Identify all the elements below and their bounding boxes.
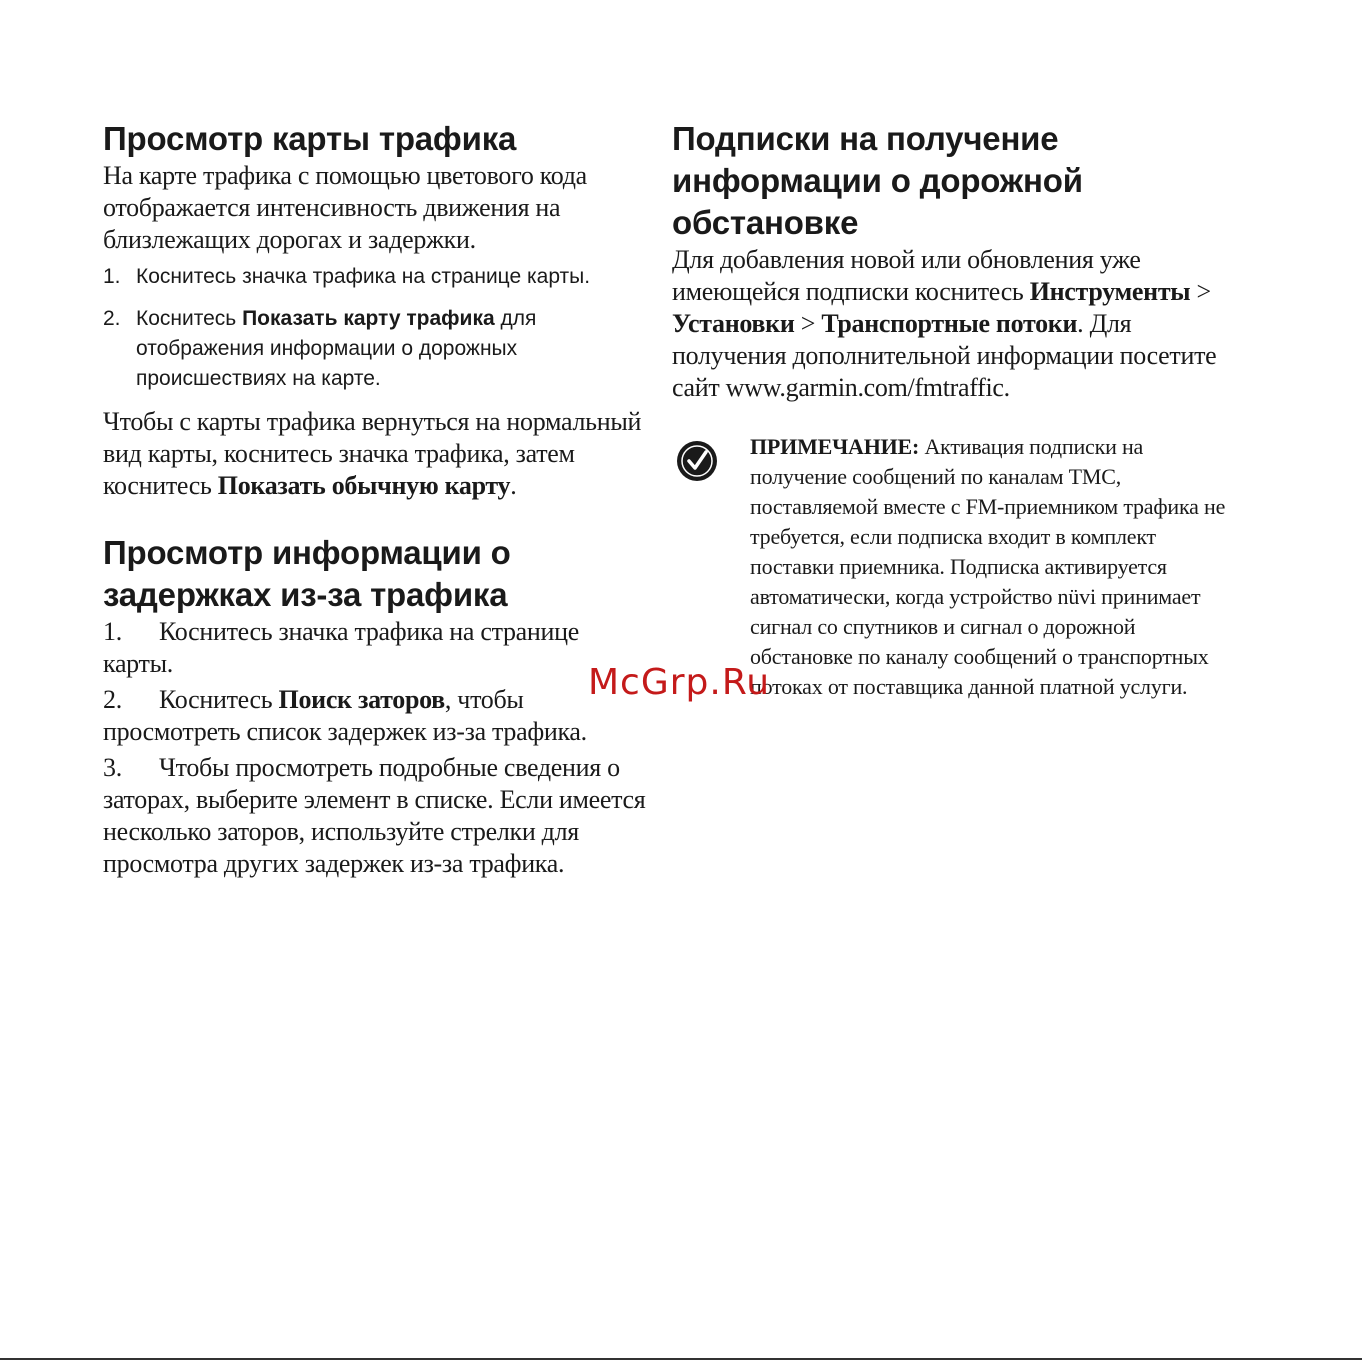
page-bottom-divider bbox=[0, 1358, 1362, 1360]
step-text-pre: Коснитесь bbox=[159, 685, 279, 714]
list-item bbox=[103, 262, 648, 292]
traffic-map-steps bbox=[103, 262, 648, 394]
outro-text-post: . bbox=[510, 471, 517, 500]
step-number: 1. bbox=[103, 617, 122, 646]
outro-text-pre: Чтобы с карты трафика вернуться на нормальный вид карты, коснитесь значка трафика, затем коснитесь bbox=[103, 407, 642, 500]
menu-separator: > bbox=[794, 309, 822, 338]
check-note-icon bbox=[676, 440, 718, 482]
section-title-subscriptions: Подписки на получение информации о дорожной обстановке bbox=[672, 120, 1083, 241]
step-bold-command: Поиск заторов bbox=[278, 685, 445, 714]
list-item bbox=[103, 752, 648, 880]
note-text bbox=[750, 432, 1232, 702]
traffic-delays-steps bbox=[103, 616, 648, 880]
step-number: 2. bbox=[103, 685, 122, 714]
step-text-pre: Коснитесь bbox=[136, 307, 243, 330]
step-number: 3. bbox=[103, 753, 122, 782]
step-bold-command: Показать карту трафика bbox=[242, 307, 495, 330]
subscriptions-text-post: . Для получения дополнительной информации посетите сайт www.garmin.com/fmtraffic. bbox=[672, 309, 1217, 402]
step-number: 2. bbox=[103, 307, 121, 330]
watermark: McGrp.Ru bbox=[588, 662, 771, 703]
traffic-map-intro: На карте трафика с помощью цветового кода отображается интенсивность движения на близлежащих дорогах и задержки. bbox=[103, 161, 587, 254]
traffic-map-outro bbox=[103, 406, 648, 502]
outro-bold-command: Показать обычную карту bbox=[217, 471, 511, 500]
menu-path-settings: Установки bbox=[672, 309, 795, 338]
left-column bbox=[103, 118, 648, 884]
step-text-post: для отображения информации о дорожных происшествиях на карте. bbox=[136, 307, 537, 390]
list-item bbox=[103, 616, 648, 680]
step-text: Коснитесь значка трафика на странице карты. bbox=[136, 265, 591, 288]
section-title-traffic-delays: Просмотр информации о задержках из-за трафика bbox=[103, 534, 511, 613]
menu-path-traffic: Транспортные потоки bbox=[821, 309, 1078, 338]
subscriptions-text-pre: Для добавления новой или обновления уже имеющейся подписки коснитесь bbox=[672, 245, 1141, 306]
list-item bbox=[103, 304, 648, 394]
list-item bbox=[103, 684, 648, 748]
subscriptions-body bbox=[672, 244, 1217, 404]
step-text: Чтобы просмотреть подробные сведения о заторах, выберите элемент в списке. Если имеется несколько заторов, используйте стрелки для просмотра других задержек из-за трафика. bbox=[103, 753, 646, 878]
step-text: Коснитесь значка трафика на странице карты. bbox=[103, 617, 580, 678]
step-text-post: , чтобы просмотреть список задержек из-за трафика. bbox=[103, 685, 587, 746]
section-title-traffic-map: Просмотр карты трафика bbox=[103, 120, 517, 157]
menu-path-tools: Инструменты bbox=[1029, 277, 1191, 306]
step-number: 1. bbox=[103, 265, 121, 288]
note-label: ПРИМЕЧАНИЕ: bbox=[750, 434, 920, 459]
menu-separator: > bbox=[1190, 277, 1211, 306]
note-body: Активация подписки на получение сообщений по каналам TMC, поставляемой вместе с FM-приемником трафика не требуется, если подписка входит в комплект поставки приемника. Подписка активируется автоматически, когда устройство nüvi принимает сигнал со спутников и сигнал о дорожной обстановке по каналу сообщений о транспортных потоках от поставщика данной платной услуги. bbox=[750, 434, 1226, 699]
right-column bbox=[672, 118, 1232, 702]
